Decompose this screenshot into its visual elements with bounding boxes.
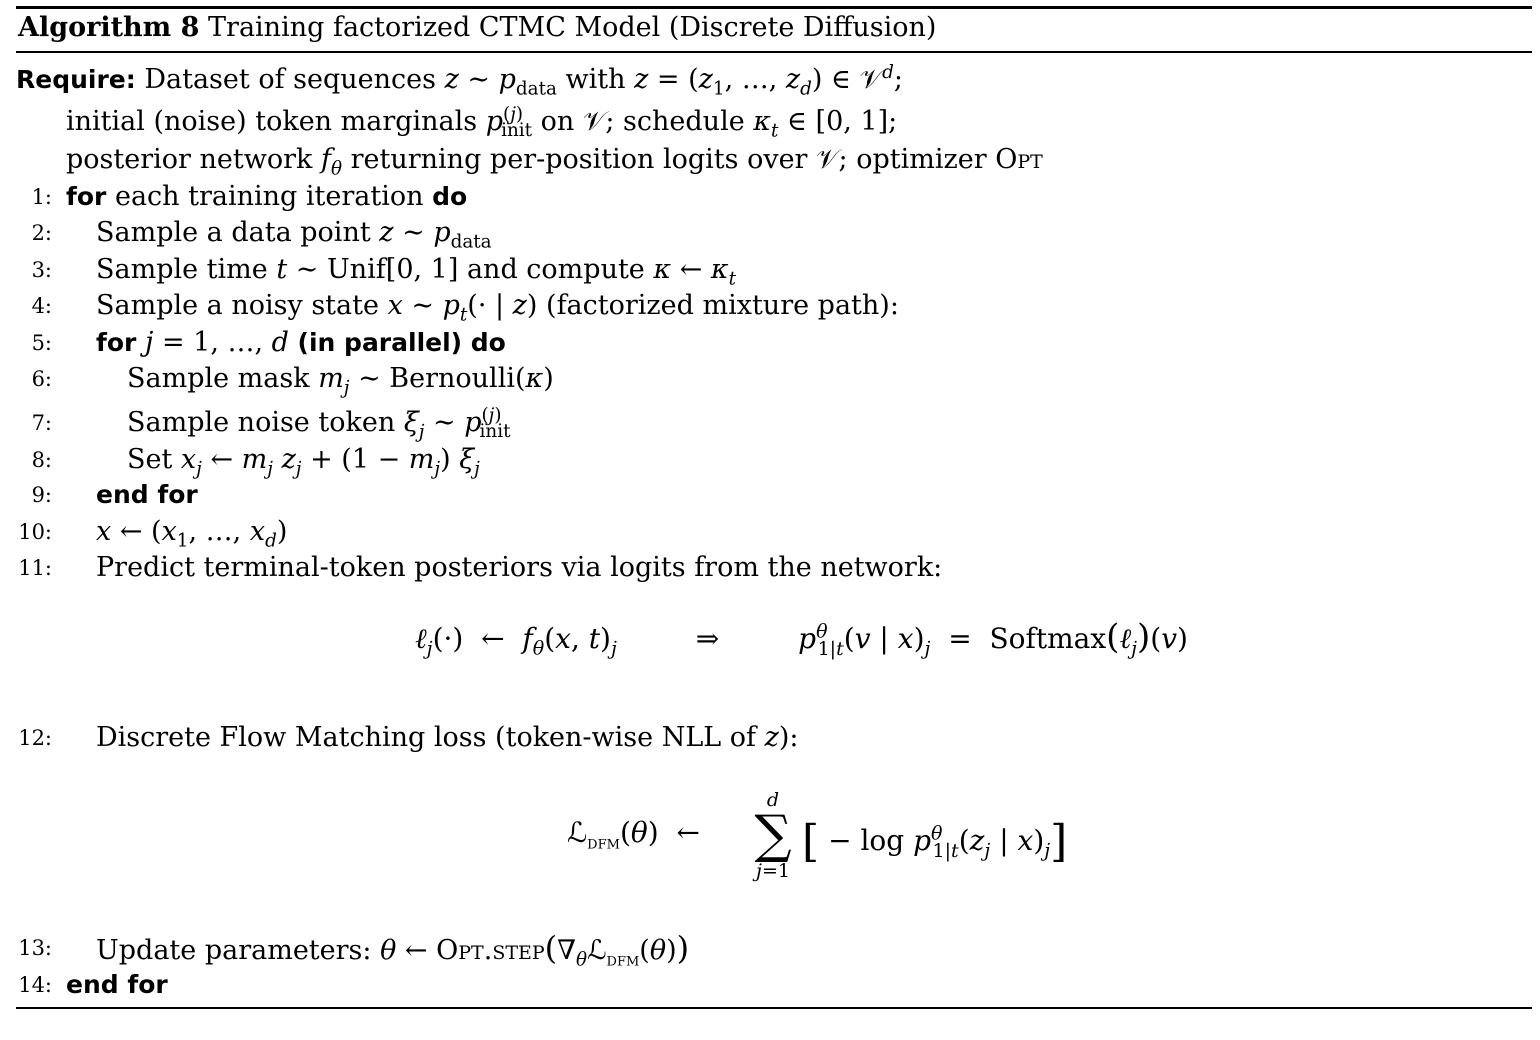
- do-keyword: do: [470, 328, 506, 357]
- line-text: Sample mask: [127, 363, 310, 394]
- line-number: 7:: [31, 411, 52, 435]
- in-parallel-keyword: (in parallel): [297, 328, 463, 357]
- require-text-3b: returning per-position logits over: [350, 144, 808, 175]
- require-schedule: ; schedule: [605, 106, 745, 137]
- bottom-rule: [16, 1007, 1532, 1009]
- line-number: 11:: [18, 556, 52, 580]
- line-number: 10:: [18, 520, 52, 544]
- line-number: 4:: [31, 294, 52, 318]
- for-keyword: for: [66, 182, 107, 211]
- softmax-op: Softmax: [989, 622, 1107, 655]
- algorithm-title: Training factorized CTMC Model (Discrete Diffusion): [208, 12, 937, 43]
- log-op: log: [860, 824, 905, 857]
- algorithm-caption: [18, 9, 936, 47]
- line-text: each training iteration: [114, 181, 424, 212]
- require-text-2: initial (noise) token marginals: [66, 106, 478, 137]
- line-number: 6:: [31, 367, 52, 391]
- line-text-b: and compute: [466, 254, 645, 285]
- summation-symbol: d ∑ j=1: [754, 789, 792, 882]
- require-keyword: Require:: [16, 65, 136, 94]
- dfm-loss-equation: ℒ$_{dfm}$(θ) ←: [567, 816, 700, 854]
- for-keyword: for: [96, 328, 137, 357]
- line-text: Sample time: [96, 254, 268, 285]
- line-number: 1:: [31, 185, 52, 209]
- require-on: on: [540, 106, 575, 137]
- require-text-3: posterior network: [66, 144, 313, 175]
- logits-equation: ℓ$_j$(·) ← $f_\theta(x$, $t)_j$ ⇒ $p^\theta_{1|t}(v$ | $x)_j$ = Softmax(ℓ$_j$)(v): [415, 617, 1188, 660]
- bernoulli-op: Bernoulli: [389, 363, 515, 394]
- end-for-keyword: end for: [66, 970, 168, 999]
- do-keyword: do: [432, 182, 468, 211]
- line-number: 13:: [18, 936, 52, 960]
- line-text: Sample noise token: [127, 407, 396, 438]
- optimizer-name: Opt: [995, 144, 1043, 175]
- line-number: 8:: [31, 448, 52, 472]
- line-text: Discrete Flow Matching loss (token-wise NLL of: [96, 722, 757, 753]
- line-text: Update parameters:: [96, 935, 372, 966]
- dfm-loss-term: [ − $\log p^\theta_{1|t}(z_j$ | $x)_j$]: [802, 816, 1068, 867]
- opt-step-op: Opt.step: [436, 935, 545, 966]
- line-text: Sample a noisy state: [96, 290, 379, 321]
- line-text: Set: [127, 444, 173, 475]
- line-number: 3:: [31, 258, 52, 282]
- line-text: Predict terminal-token posteriors via logits from the network:: [96, 552, 943, 583]
- require-text-1: Dataset of sequences: [144, 64, 436, 95]
- end-for-keyword: end for: [96, 480, 198, 509]
- require-optimizer: ; optimizer: [838, 144, 987, 175]
- line-text-b: (factorized mixture path):: [546, 290, 899, 321]
- algorithm-label: Algorithm 8: [18, 12, 200, 43]
- line-number: 12:: [18, 726, 52, 750]
- line-text: Sample a data point: [96, 217, 371, 248]
- line-number: 2:: [31, 221, 52, 245]
- unif-op: Unif: [327, 254, 386, 285]
- line-number: 9:: [31, 483, 52, 507]
- line-number: 5:: [31, 331, 52, 355]
- header-rule: [16, 51, 1532, 53]
- line-number: 14:: [18, 973, 52, 997]
